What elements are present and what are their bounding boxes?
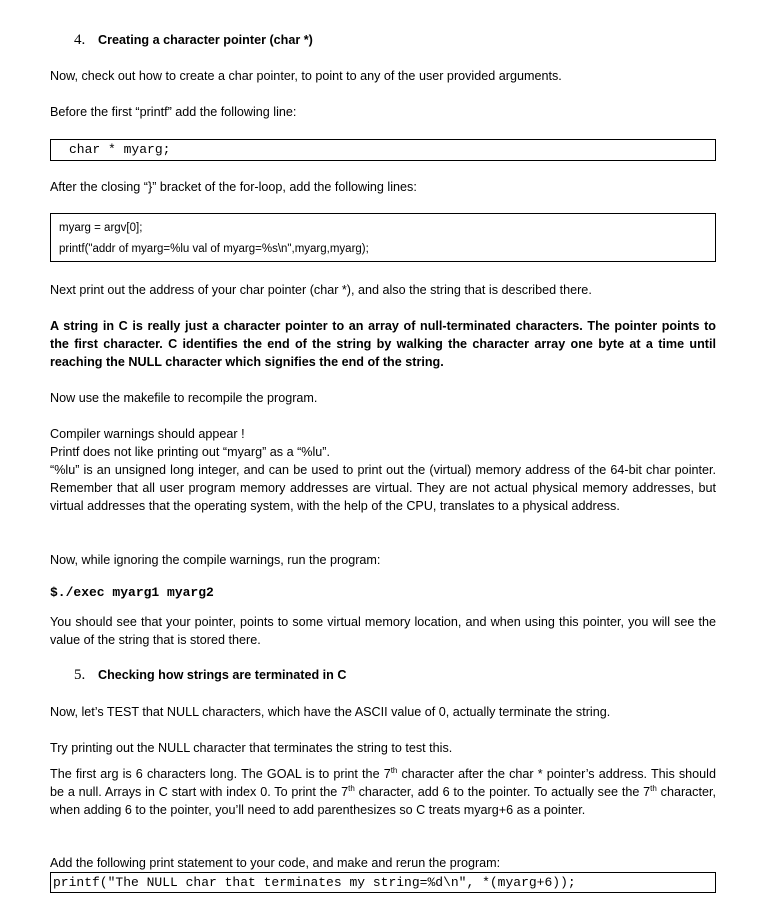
superscript-th-2: th: [348, 783, 355, 793]
code-final-printf: printf("The NULL char that terminates my string=%d\n", *(myarg+6));: [53, 875, 576, 890]
first-arg-text-d: character, when adding 6 to the pointer, you’ll need to add parenthesizes so C treats myarg+6 as a pointer.: [50, 785, 716, 817]
paragraph-after-loop: After the closing “}” bracket of the for-loop, add the following lines:: [50, 180, 417, 194]
paragraph-pointer-result: You should see that your pointer, points to some virtual memory location, and when using this pointer, you will see the value of the string that is stored there.: [50, 615, 716, 647]
warnings-line-2: Printf does not like printing out “myarg” as a “%lu”.: [50, 445, 330, 459]
command-exec: $./exec myarg1 myarg2: [50, 585, 214, 600]
code-declaration: char * myarg;: [69, 142, 171, 157]
section-5-title: Checking how strings are terminated in C: [98, 668, 347, 682]
first-arg-text-c: character, add 6 to the pointer. To actually see the 7: [354, 785, 651, 799]
section-5-number: 5.: [74, 667, 86, 683]
section-4-title: Creating a character pointer (char *): [98, 33, 313, 47]
paragraph-run: Now, while ignoring the compile warnings, run the program:: [50, 553, 381, 567]
section-4-heading: [74, 32, 313, 49]
code-box-assignment: [50, 213, 716, 262]
paragraph-try-null: Try printing out the NULL character that terminates the string to test this.: [50, 741, 453, 755]
superscript-th-1: th: [390, 765, 398, 775]
warnings-line-1: Compiler warnings should appear !: [50, 427, 245, 441]
paragraph-intro: Now, check out how to create a char pointer, to point to any of the user provided arguments.: [50, 69, 562, 83]
superscript-th-3: th: [650, 783, 657, 793]
paragraph-makefile: Now use the makefile to recompile the program.: [50, 391, 318, 405]
paragraph-before-printf: Before the first “printf” add the following line:: [50, 105, 297, 119]
code-line-printf: printf("addr of myarg=%lu val of myarg=%s\n",myarg,myarg);: [59, 243, 369, 255]
paragraph-string-definition: A string in C is really just a character pointer to an array of null-terminated characters. The pointer points to the first character. C identifies the end of the string by walking the character array one byte at a time until reaching the NULL character which signifies the end of the string.: [50, 319, 716, 369]
paragraph-next-print: Next print out the address of your char pointer (char *), and also the string that is described there.: [50, 283, 592, 297]
section-5-heading: [74, 667, 346, 684]
paragraph-first-arg: [50, 765, 716, 819]
code-box-final: [50, 872, 716, 893]
paragraph-test-null: Now, let’s TEST that NULL characters, which have the ASCII value of 0, actually terminate the string.: [50, 705, 611, 719]
code-box-declaration: [50, 139, 716, 161]
warnings-line-3: “%lu” is an unsigned long integer, and can be used to print out the (virtual) memory address of the 64-bit char pointer. Remember that all user program memory addresses are virtual. They are not actual physical memory addresses, but virtual addresses that the operating system, with the help of the CPU, translates to a physical address.: [50, 463, 716, 513]
paragraph-add-print: Add the following print statement to your code, and make and rerun the program:: [50, 856, 501, 870]
code-line-assign: myarg = argv[0];: [59, 222, 143, 234]
section-4-number: 4.: [74, 32, 86, 48]
compiler-warnings-block: [50, 425, 716, 515]
first-arg-text-a: The first arg is 6 characters long. The GOAL is to print the 7: [50, 767, 391, 781]
first-arg-text-b: character after the char * pointer’s address. This should be a null. Arrays in C start with index 0. To print the 7: [50, 767, 716, 799]
